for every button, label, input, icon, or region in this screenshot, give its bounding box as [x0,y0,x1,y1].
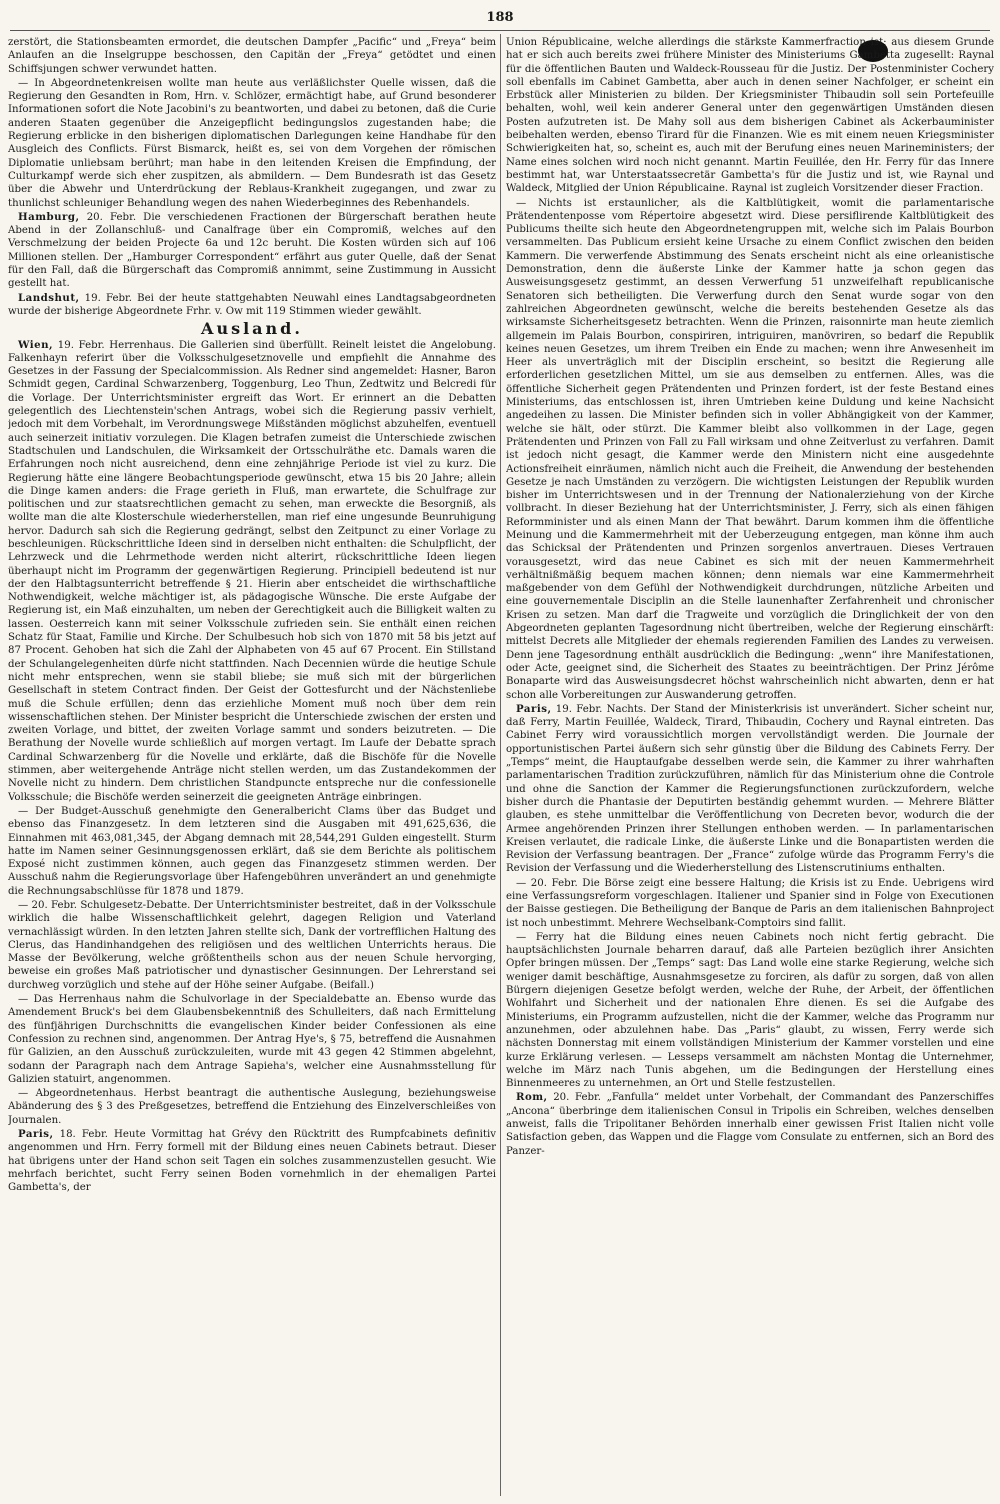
right-column [506,36,994,1496]
article-paragraph: — In Abgeordnetenkreisen wollte man heute aus verläßlichster Quelle wissen, daß die Regierung den Gesandten in Rom, Hrn. v. Schlözer, ermächtigt habe, auf Grund besonderer Informationen sofort die Note Jacobini's zu beantworten, und dabei zu betonen, daß die Curie anderen Staaten gegenüber die Anzeigepflicht bedingungslos zugestanden habe; die Regierung erblicke in den bisherigen diplomatischen Darlegungen keine Handhabe für den Ausgleich des Conflicts. Fürst Bismarck, heißt es, sei von dem Vorgehen der römischen Diplomatie unliebsam berührt; man habe in den leitenden Kreisen die Empfindung, der Culturkampf werde sich eher zuspitzen, als abmildern. — Dem Bundesrath ist das Gesetz über die Abwehr und Unterdrückung der Reblaus-Krankheit zugegangen, und zwar zu thunlichst schleuniger Behandlung wegen des nahen Wiederbeginnes des Rebenhandels. [8,77,496,209]
dateline: Paris, [516,702,552,715]
article-paragraph: — Ferry hat die Bildung eines neuen Cabinets noch nicht fertig gebracht. Die hauptsächlichsten Journale beharren darauf, daß alle Parteien bezüglich ihrer Ansichten Opfer bringen müssen. Der „Temps“ sagt: Das Land wolle eine starke Regierung, welche sich weniger damit beschäftige, Ausnahmsgesetze zu forciren, als dafür zu sorgen, daß von allen Bürgern diejenigen Gesetze befolgt werden, welche der Ruhe, der Arbeit, der öffentlichen Wohlfahrt und Sicherheit und der nationalen Ehre dienen. Es sei die Aufgabe des Ministeriums, ein Programm aufzustellen, nicht die der Kammer, welche das Programm nur anzunehmen, oder abzulehnen habe. Das „Paris“ glaubt, zu wissen, Ferry werde sich nächsten Donnerstag mit einem vollständigen Ministerium der Kammer vorstellen und eine kurze Erklärung verlesen. — Lesseps versammelt am nächsten Montag die Unternehmer, welche im März nach Tunis abgehen, um die Bedingungen der Herstellung eines Binnenmeeres zu unternehmen, an Ort und Stelle festzustellen. [506,931,994,1090]
left-column [8,36,496,1496]
article-landshut [8,292,496,319]
article-paragraph: — Das Herrenhaus nahm die Schulvorlage in der Specialdebatte an. Ebenso wurde das Amendement Bruck's bei dem Glaubensbekenntniß des Schulleiters, daß nach Ermittelung des fünfjährigen Durchschnitts die evangelischen Kinder beider Confessionen als eine Confession zu rechnen sind, angenommen. Der Antrag Hye's, § 75, betreffend die Ausnahmen für Galizien, an den Ausschuß zurückzuleiten, wurde mit 43 gegen 42 Stimmen abgelehnt, sodann der Paragraph nach dem Antrage Sapieha's, welcher eine Ausnahmsstellung für Galizien statuirt, angenommen. [8,994,496,1085]
section-title: Ausland. [201,319,303,339]
dateline: Rom, [516,1091,548,1104]
page-number: 188 [486,10,514,25]
dateline: Hamburg, [18,210,80,223]
article-text: 18. Febr. Heute Vormittag hat Grévy den Rücktritt des Rumpfcabinets definitiv angenommen und Hrn. Ferry formell mit der Bildung eines neuen Cabinets betraut. Dieser hat übrigens unter der Hand schon seit Tagen ein solches zusammenzustellen gesucht. Wie mehrfach berichtet, sucht Ferry seinen Boden vornehmlich in der ehemaligen Partei Gambetta's, der [8,1129,496,1194]
dateline: Wien, [18,338,54,351]
article-hamburg [8,211,496,291]
article-paris-19 [506,703,994,876]
article-paragraph: — Der Budget-Ausschuß genehmigte den Generalbericht Clams über das Budget und ebenso das Finanzgesetz. In dem letzteren sind die Ausgaben mit 491,625,636, die Einnahmen mit 463,081,345, der Abgang demnach mit 28,544,291 Gulden eingestellt. Sturm hatte im Namen seiner Gesinnungsgenossen erklärt, daß sie dem Berichte als politischem Exposé nicht zustimmen können, auch gegen das Finanzgesetz stimmen werden. Der Ausschuß nahm die Regierungsvorlage über Hafengebühren unverändert an und genehmigte die Rechnungsabschlüsse für 1878 und 1879. [8,805,496,897]
column-divider [500,34,501,1496]
header-rule [10,30,990,31]
article-paragraph: — 20. Febr. Die Börse zeigt eine bessere Haltung; die Krisis ist zu Ende. Uebrigens wird eine Verfassungsreform vorgeschlagen. Italiener und Spanier sind in Folge von Executionen der Baisse gestiegen. Die Betheiligung der Banque de Paris an dem italienischen Bahnproject ist noch unbestimmt. Mehrere Wechselbank-Comptoirs sind fallit. [506,877,994,929]
article-paragraph: Union Républicaine, welche allerdings die stärkste Kammerfraction ist; aus diesem Grunde hat er sich auch bereits zwei frühere Minister des Ministeriums Gambetta zugesellt: Raynal für die öffentlichen Bauten und Waldeck-Rousseau für die Justiz. Der Postenminister Cochery soll ebenfalls im Cabinet Gambetta, aber auch in denen seiner Nachfolger, er scheint ein Erbstück aller Ministerien zu bilden. Der Kriegsminister Thibaudin soll sein Portefeuille behalten, wohl, weil kein anderer General unter den gegenwärtigen Umständen diesen Posten aufzutreten ist. De Mahy soll aus dem bisherigen Cabinet als Ackerbauminister beibehalten werden, ebenso Tirard für die Finanzen. Wie es mit einem neuen Kriegsminister Schwierigkeiten hat, so, scheint es, auch mit der Berufung eines neuen Marineministers; der Name eines solchen wird noch nicht genannt. Martin Feuillée, den Hr. Ferry für das Innere bestimmt hat, war Unterstaatssecretär Gambetta's für die Justiz und ist, wie Raynal und Waldeck, Mitglied der Union Républicaine. Raynal ist zugleich Vorsitzender dieser Fraction. [506,37,994,195]
article-paragraph: — 20. Febr. Schulgesetz-Debatte. Der Unterrichtsminister bestreitet, daß in der Volksschule wirklich die halbe Wissenschaftlichkeit gelehrt, dagegen Religion und Vaterland vernachlässigt würden. In den letzten Jahren stellte sich, Dank der vortrefflichen Haltung des Clerus, das Handinhandgehen des religiösen und des weltlichen Unterrichts heraus. Die Masse der Bevölkerung, welche größtentheils schon aus der neuen Schule hervorging, beweise ein großes Maß patriotischer und dynastischer Gesinnungen. Der Lehrerstand sei durchweg vorzüglich und stehe auf der Höhe seiner Aufgabe. (Beifall.) [8,900,496,991]
article-paragraph: zerstört, die Stationsbeamten ermordet, die deutschen Dampfer „Pacific“ und „Freya“ beim Anlaufen an die Inselgruppe beschossen, den Capitän der „Freya“ getödtet und einen Schiffsjungen schwer verwundet hatten. [8,37,496,75]
article-text: 19. Febr. Bei der heute stattgehabten Neuwahl eines Landtagsabgeordneten wurde der bisherige Abgeordnete Frhr. v. Ow mit 119 Stimmen wieder gewählt. [8,292,496,317]
article-paragraph: — Nichts ist erstaunlicher, als die Kaltblütigkeit, womit die parlamentarische Prätendentenposse vom Répertoire abgesetzt wird. Diese persiflirende Kaltblütigkeit des Publicums theilte sich heute den Abgeordnetengruppen mit, welche sich im Palais Bourbon versammelten. Das Publicum ersieht keine Ursache zu einem Conflict zwischen den beiden Kammern. Die verwerfende Abstimmung des Senats erscheint nicht als eine orleanistische Demonstration, denn die äußerste Linke der Kammer hatte ja schon gegen das Ausweisungsgesetz gestimmt, an dessen Verwerfung 51 unzweifelhaft republicanische Senatoren sich betheiligten. Die Verwerfung durch den Senat wurde sogar von den zahlreichen Abgeordneten gewünscht, welche die bereits bestehenden Gesetze als das wirksamste Sicherheitsgesetz betrachten. Wenn die Prinzen, raisonnirte man heute ziemlich allgemein im Palais Bourbon, conspiriren, intriguiren, manövriren, so bedarf die Republik keines neuen Gesetzes, um ihrem Treiben ein Ende zu machen; wenn ihre Anwesenheit im Heer als unverträglich mit der Disciplin erscheint, so besitzt die Regierung alle erforderlichen gesetzlichen Mittel, um sie aus demselben zu entfernen. Alles, was die öffentliche Sicherheit gegen Prätendenten und Prinzen fordert, ist der feste Bestand eines Ministeriums, das entschlossen ist, ihren Umtrieben keine Duldung und keine Nachsicht angedeihen zu lassen. Die Minister befinden sich in voller Abhängigkeit von der Kammer, welche sie hält, oder stürzt. Die Kammer bleibt also vollkommen in der Lage, gegen Prätendenten und Prinzen von Fall zu Fall wirksam und ohne Zeitverlust zu verfahren. Damit ist jedoch nicht gesagt, die Kammer werde den Ministern nicht eine ausgedehnte Actionsfreiheit einräumen, nämlich nicht auch die Freiheit, die Anwendung der bestehenden Gesetze je nach Umständen zu verzögern. Die wichtigsten Leistungen der Republik wurden bisher im Unterrichtswesen und in der Trennung der Nationalerziehung von der Kirche vollbracht. In dieser Beziehung hat der Unterrichtsminister, J. Ferry, sich als einen fähigen Reformminister und als einen Mann der That bewährt. Darum kommen ihm die öffentliche Meinung und die Kammermehrheit mit der Ueberzeugung entgegen, man könne ihm auch das Schicksal der Prätendenten und Prinzen sorgenlos anvertrauen. Dieses Vertrauen vorausgesetzt, wird das neue Cabinet es sich mit der neuen Kammermehrheit verhältnißmäßig bequem machen können; denn niemals war eine Kammermehrheit maßgebender von dem Gefühl der Nothwendigkeit durchdrungen, nützliche Arbeiten und eine gouvernementale Disciplin an die Stelle launenhafter Zerfahrenheit und chronischer Krisen zu setzen. Man darf die Tragweite und vorzüglich die Dringlichkeit der von den Abgeordneten geplanten Tagesordnung nicht übertreiben, welche der Regierung einschärft: mittelst Decrets alle Mitglieder der ehemals regierenden Familien des Landes zu verweisen. Denn jene Tagesordnung enthält ausdrücklich die Bedingung: „wenn“ ihre Manifestationen, oder Acte, geeignet sind, die Sicherheit des Staates zu beeinträchtigen. Der Prinz Jérôme Bonaparte wird das Ausweisungsdecret höchst wahrscheinlich nicht abwarten, denn er hat schon alle Vorbereitungen zur Auswanderung getroffen. [506,197,994,701]
dateline: Paris, [18,1128,54,1141]
article-paragraph: — Abgeordnetenhaus. Herbst beantragt die authentische Auslegung, beziehungsweise Abänderung des § 3 des Preßgesetzes, betreffend die Entziehung des Einzelverschleißes von Journalen. [8,1088,496,1126]
article-text: 19. Febr. Herrenhaus. Die Gallerien sind überfüllt. Reinelt leistet die Angelobung. Falkenhayn referirt über die Volksschulgesetznovelle und empfiehlt die Annahme des Gesetzes in der Fassung der Specialcommission. Als Redner sind angemeldet: Hasner, Baron Schmidt gegen, Cardinal Schwarzenberg, Toggenburg, Leo Thun, Zedtwitz und Belcredi für die Vorlage. Der Unterrichtsminister ergreift das Wort. Er erinnert an die Debatten gelegentlich des Liechtenstein'schen Antrags, wobei sich die Regierung passiv verhielt, jedoch mit dem Vorbehalt, im Verordnungswege Mißständen möglichst abzuhelfen, eventuell auch seinerzeit initiativ vorzulegen. Die Klagen betrafen zumeist die Unterschiede zwischen Stadtschulen und Landschulen, die Wirksamkeit der Ortsschulräthe etc. Damals waren die Erfahrungen noch nicht ausreichend, denn eine zehnjährige Periode ist viel zu kurz. Die Regierung hätte eine längere Beobachtungsperiode gewünscht, etwa 15 bis 20 Jahre; allein die Dinge kamen anders: die Frage gerieth in Fluß, man erwartete, die Schulfrage zur politischen und zur staatsrechtlichen gemacht zu sehen, man erweckte die Besorgniß, als wollte man die alte Klosterschule wiederherstellen, man rief eine ungesunde Beunruhigung hervor. Dadurch sah sich die Regierung gedrängt, selbst den Zeitpunct zu einer Vorlage zu beschleunigen. Rückschrittliche Ideen sind in derselben nicht enthalten: die Schulpflicht, der Lehrzweck und die Lehrmethode werden nicht alterirt, rückschrittliche Ideen liegen überhaupt nicht im Programm der gegenwärtigen Regierung. Principiell bedeutend ist nur der den Halbtagsunterricht betreffende § 21. Hierin aber entscheidet die wirthschaftliche Nothwendigkeit, welche mächtiger ist, als pädagogische Wünsche. Die erste Aufgabe der Regierung ist, ein Maß einzuhalten, um neben der Gerechtigkeit auch die Billigkeit walten zu lassen. Oesterreich kann mit seiner Volksschule zufrieden sein. Sie enthält einen reichen Schatz für Staat, Familie und Kirche. Der Schulbesuch hob sich von 1870 mit 58 bis jetzt auf 87 Procent. Gehoben hat sich die Zahl der Alphabeten von 45 auf 67 Procent. Ein Stillstand der Schulangelegenheiten dürfe nicht stattfinden. Nach Decennien würde die heutige Schule nicht mehr entsprechen, wenn sie stabil bliebe; sie muß sich mit der bürgerlichen Gesellschaft in stetem Contract finden. Der Geist der Gottesfurcht und der Nächstenliebe muß die Schule erfüllen; denn das erziehliche Moment muß noch über dem rein wissenschaftlichen stehen. Der Minister bespricht die Unterschiede zwischen der ersten und zweiten Vorlage, und bittet, der zweiten Vorlage sammt und sonders beizutreten. — Die Berathung der Novelle wurde schließlich auf morgen vertagt. Im Laufe der Debatte sprach Cardinal Schwarzenberg für die Novelle und erklärte, daß die Bischöfe für die Novelle stimmen, aber weitergehende Anträge nicht stellen werden, um das Zustandekommen der Novelle nicht zu hindern. Dem christlichen Standpuncte entspreche nur die confessionelle Volksschule; die Bischöfe werden seinerzeit die geeigneten Anträge einbringen. [8,339,496,803]
article-paris-18 [8,1128,496,1194]
article-text: 19. Febr. Nachts. Der Stand der Ministerkrisis ist unverändert. Sicher scheint nur, daß Ferry, Martin Feuillée, Waldeck, Tirard, Thibaudin, Cochery und Raynal eintreten. Das Cabinet Ferry wird voraussichtlich morgen vervollständigt werden. Die Journale der opportunistischen Partei äußern sich sehr günstig über die Bildung des Cabinets Ferry. Der „Temps“ meint, die Hauptaufgabe desselben werde sein, die Kammer zu ihrer wahrhaften parlamentarischen Tradition zurückzuführen, nämlich für das Ministerium ohne die Controle und ohne die Sanction der Kammer die Regierungsfunctionen zurückzufordern, welche bisher durch die Phantasie der Deputirten beständig gehemmt wurden. — Mehrere Blätter glauben, es stehe unmittelbar die Veröffentlichung von Decreten bevor, wodurch die der Armee angehörenden Prinzen ihrer Stellungen enthoben werden. — In parlamentarischen Kreisen verlautet, die radicale Linke, die äußerste Linke und die Bonapartisten werden die Revision der Verfassung beantragen. Der „France“ zufolge würde das Programm Ferry's die Revision der Verfassung und die Wiederherstellung des Listenscrutiniums enthalten. [506,703,994,875]
article-wien [8,339,496,804]
dateline: Landshut, [18,291,80,304]
article-rom [506,1091,994,1157]
article-text: 20. Febr. Die verschiedenen Fractionen der Bürgerschaft berathen heute Abend in der Zollanschluß- und Canalfrage über ein Compromiß, welches auf den Verschmelzung der beiden Projecte 6a und 12c beruht. Die Kosten würden sich auf 106 Millionen stellen. Der „Hamburger Correspondent“ erfährt aus guter Quelle, daß der Senat für den Fall, daß die Bürgerschaft das Compromiß annimmt, seine Zustimmung in Aussicht gestellt hat. [8,211,496,290]
article-text: 20. Febr. „Fanfulla“ meldet unter Vorbehalt, der Commandant des Panzerschiffes „Ancona“ überbringe dem italienischen Consul in Tripolis ein Schreiben, welches denselben anweist, falls die Tripolitaner Behörden innerhalb einer gewissen Frist Italien nicht volle Satisfaction geben, das Wappen und die Flagge vom Consulate zu entfernen, sich an Bord des Panzer- [506,1092,994,1157]
